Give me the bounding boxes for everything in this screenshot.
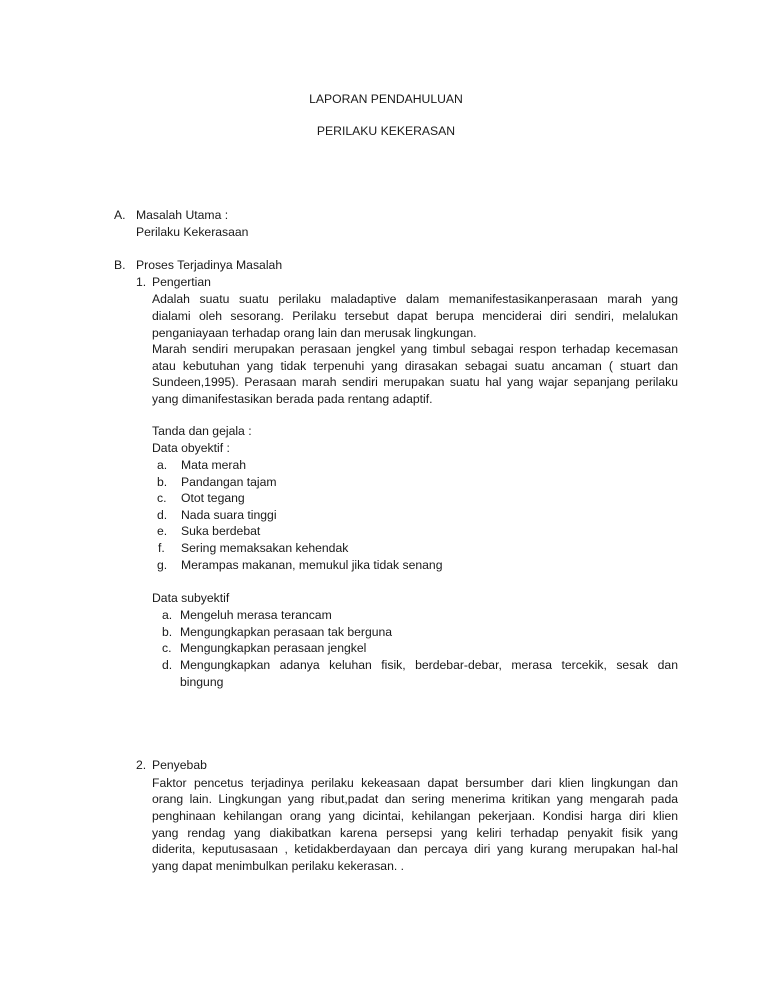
document-subtitle: PERILAKU KEKERASAN: [316, 124, 456, 138]
section-a-marker: A.: [114, 208, 126, 222]
section-a-title: Masalah Utama :: [136, 208, 229, 222]
signs-heading: Tanda dan gejala :: [152, 424, 252, 438]
definition-para2-line: Marah sendiri merupakan perasaan jengkel yang timbul sebagai respon terhadap kecemasan: [152, 342, 678, 356]
list-marker: b.: [157, 475, 168, 489]
cause-para-line: yang rendag yang diakibatkan karena persepsi yang keliri terhadap penyakit fisik yang: [152, 826, 678, 840]
definition-para1-line: penganiayaan terhadap orang lain dan merusak lingkungan.: [152, 326, 477, 340]
cause-para-line: orang lain. Lingkungan yang ribut,padat dan sering menerima kritikan yang mengarah pada: [152, 792, 678, 806]
definition-para2-line: atau kebutuhan yang tidak terpenuhi yang dirasakan sebagai suatu ancaman ( stuart dan: [152, 359, 678, 373]
list-marker: e.: [157, 524, 168, 538]
cause-para-line: Faktor pencetus terjadinya perilaku kekeasaan dapat bersumber dari klien lingkungan dan: [152, 776, 678, 790]
subsection-1-title: Pengertian: [152, 275, 211, 289]
list-text: Nada suara tinggi: [181, 508, 277, 522]
section-a-content: Perilaku Kekerasaan: [136, 225, 249, 239]
list-text: Pandangan tajam: [181, 475, 277, 489]
list-text: Mengeluh merasa terancam: [180, 608, 332, 622]
subsection-2-title: Penyebab: [152, 758, 207, 772]
list-text: Mengungkapkan adanya keluhan fisik, berdebar-debar, merasa tercekik, sesak dan: [180, 658, 678, 672]
list-marker: c.: [162, 641, 172, 655]
list-text: Sering memaksakan kehendak: [181, 541, 349, 555]
cause-para-line: diderita, keputusasaan , ketidakberdayaan dan percaya diri yang kurang merupakan hal-hal: [152, 842, 678, 856]
list-marker: a.: [157, 458, 168, 472]
list-text: Mengungkapkan perasaan tak berguna: [180, 625, 393, 639]
definition-para2-line: Sundeen,1995). Perasaan marah sendiri merupakan suatu hal yang wajar sepanjang perilaku: [152, 375, 678, 389]
subsection-1-marker: 1.: [136, 275, 147, 289]
list-marker: f.: [158, 541, 165, 555]
definition-para1-line: Adalah suatu suatu perilaku maladaptive dalam memanifestasikanperasaan marah yang: [152, 292, 678, 306]
list-text: Merampas makanan, memukul jika tidak senang: [181, 558, 443, 572]
list-marker: a.: [162, 608, 173, 622]
definition-para2-line: yang dimanifestasikan berada pada rentang adaptif.: [152, 392, 433, 406]
subjective-data-heading: Data subyektif: [152, 591, 230, 605]
list-text: Mata merah: [181, 458, 247, 472]
list-marker: g.: [157, 558, 168, 572]
subsection-2-marker: 2.: [136, 758, 147, 772]
list-continuation: bingung: [180, 675, 224, 689]
list-marker: b.: [162, 625, 173, 639]
list-marker: c.: [157, 491, 167, 505]
objective-data-heading: Data obyektif :: [152, 441, 230, 455]
document-title: LAPORAN PENDAHULUAN: [309, 92, 463, 106]
list-text: Suka berdebat: [181, 524, 261, 538]
list-text: Otot tegang: [181, 491, 245, 505]
list-marker: d.: [157, 508, 168, 522]
cause-para-line: penghinaan kehilangan orang yang dicintai, kehilangan pekerjaan. Kondisi harga diri klien: [152, 809, 678, 823]
definition-para1-line: dialami oleh sesorang. Perilaku tersebut dapat berupa menciderai diri sendiri, melalukan: [152, 309, 678, 323]
list-text: Mengungkapkan perasaan jengkel: [180, 641, 367, 655]
section-b-title: Proses Terjadinya Masalah: [136, 258, 283, 272]
cause-para-line: yang dapat menimbulkan perilaku kekerasan. .: [152, 859, 405, 873]
section-b-marker: B.: [114, 258, 126, 272]
list-marker: d.: [162, 658, 173, 672]
